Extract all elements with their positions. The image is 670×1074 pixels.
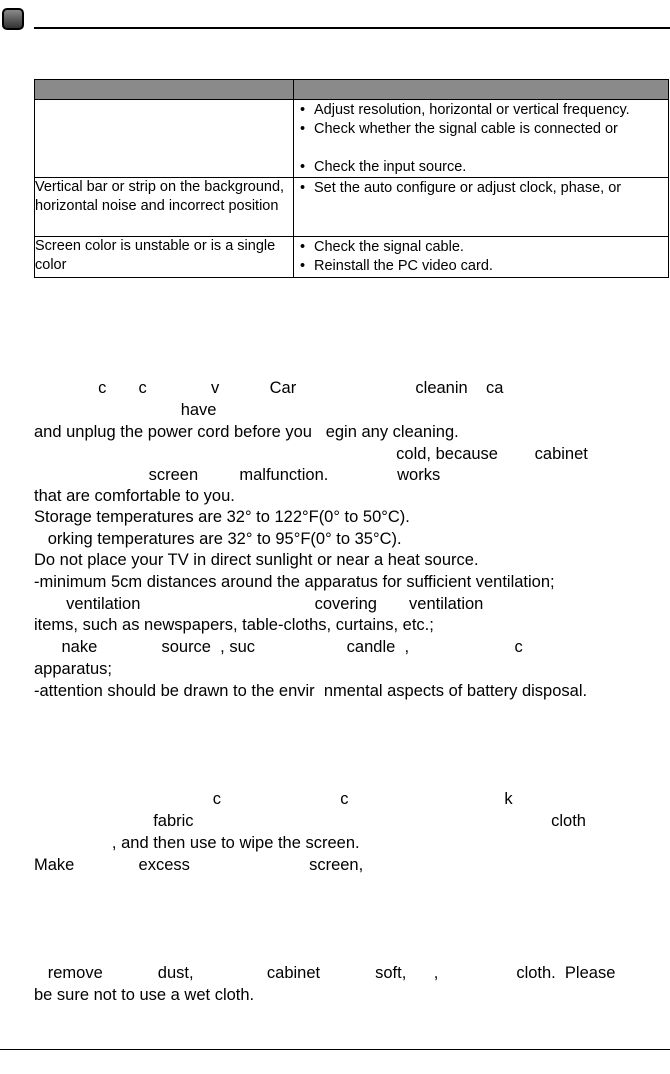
solution-cell	[294, 100, 669, 178]
solution-item: • Check the input source.	[294, 158, 668, 177]
care-line: that are comfortable to you.	[34, 487, 235, 505]
care-line: nake source , suc candle , c	[34, 638, 523, 656]
care-line: screen malfunction. works	[34, 466, 441, 484]
table-row	[35, 237, 669, 278]
screen-cleaning-line: Make excess screen,	[34, 856, 364, 874]
solution-cell	[294, 237, 669, 278]
table-header-row	[35, 80, 669, 100]
care-line: cold, because cabinet	[34, 445, 588, 463]
footer-rule	[0, 1049, 670, 1050]
care-line: have	[34, 401, 217, 419]
problem-cell: Screen color is unstable or is a single color	[35, 237, 294, 278]
screen-cleaning-line: c c k	[34, 790, 513, 808]
chapter-icon	[2, 8, 24, 30]
screen-cleaning-line: , and then use to wipe the screen.	[34, 834, 360, 852]
problem-header-cell	[35, 80, 294, 100]
care-line: -minimum 5cm distances around the apparatus for sufficient ventilation;	[34, 573, 555, 591]
troubleshooting-table	[34, 79, 669, 278]
problem-cell: Vertical bar or strip on the background, horizontal noise and incorrect position	[35, 178, 294, 237]
cabinet-cleaning-line: be sure not to use a wet cloth.	[34, 986, 255, 1004]
care-line: c c v Car cleanin ca	[34, 379, 504, 397]
care-line: -attention should be drawn to the envir nmental aspects of battery disposal.	[34, 682, 588, 700]
header-rule	[34, 27, 670, 29]
solution-item: • Check the signal cable.	[294, 238, 668, 257]
care-line: apparatus;	[34, 660, 112, 678]
solution-item: • Adjust resolution, horizontal or vertical frequency.	[294, 101, 668, 120]
cabinet-cleaning-line: remove dust, cabinet soft, , cloth. Please	[34, 964, 616, 982]
screen-cleaning-line: fabric cloth	[34, 812, 586, 830]
care-line: items, such as newspapers, table-cloths, curtains, etc.;	[34, 616, 434, 634]
care-line: ventilation covering ventilation	[34, 595, 484, 613]
care-line: Storage temperatures are 32° to 122°F(0° to 50°C).	[34, 508, 410, 526]
table-row	[35, 100, 669, 178]
care-line: orking temperatures are 32° to 95°F(0° to 35°C).	[34, 530, 402, 548]
problem-cell	[35, 100, 294, 178]
care-line: Do not place your TV in direct sunlight or near a heat source.	[34, 551, 479, 569]
solution-item: • Check whether the signal cable is connected or	[294, 120, 668, 139]
table-row	[35, 178, 669, 237]
solution-cell	[294, 178, 669, 237]
solution-header-cell	[294, 80, 669, 100]
care-line: and unplug the power cord before you egin any cleaning.	[34, 423, 459, 441]
solution-item: • Set the auto configure or adjust clock, phase, or	[294, 179, 668, 198]
solution-item: • Reinstall the PC video card.	[294, 257, 668, 276]
